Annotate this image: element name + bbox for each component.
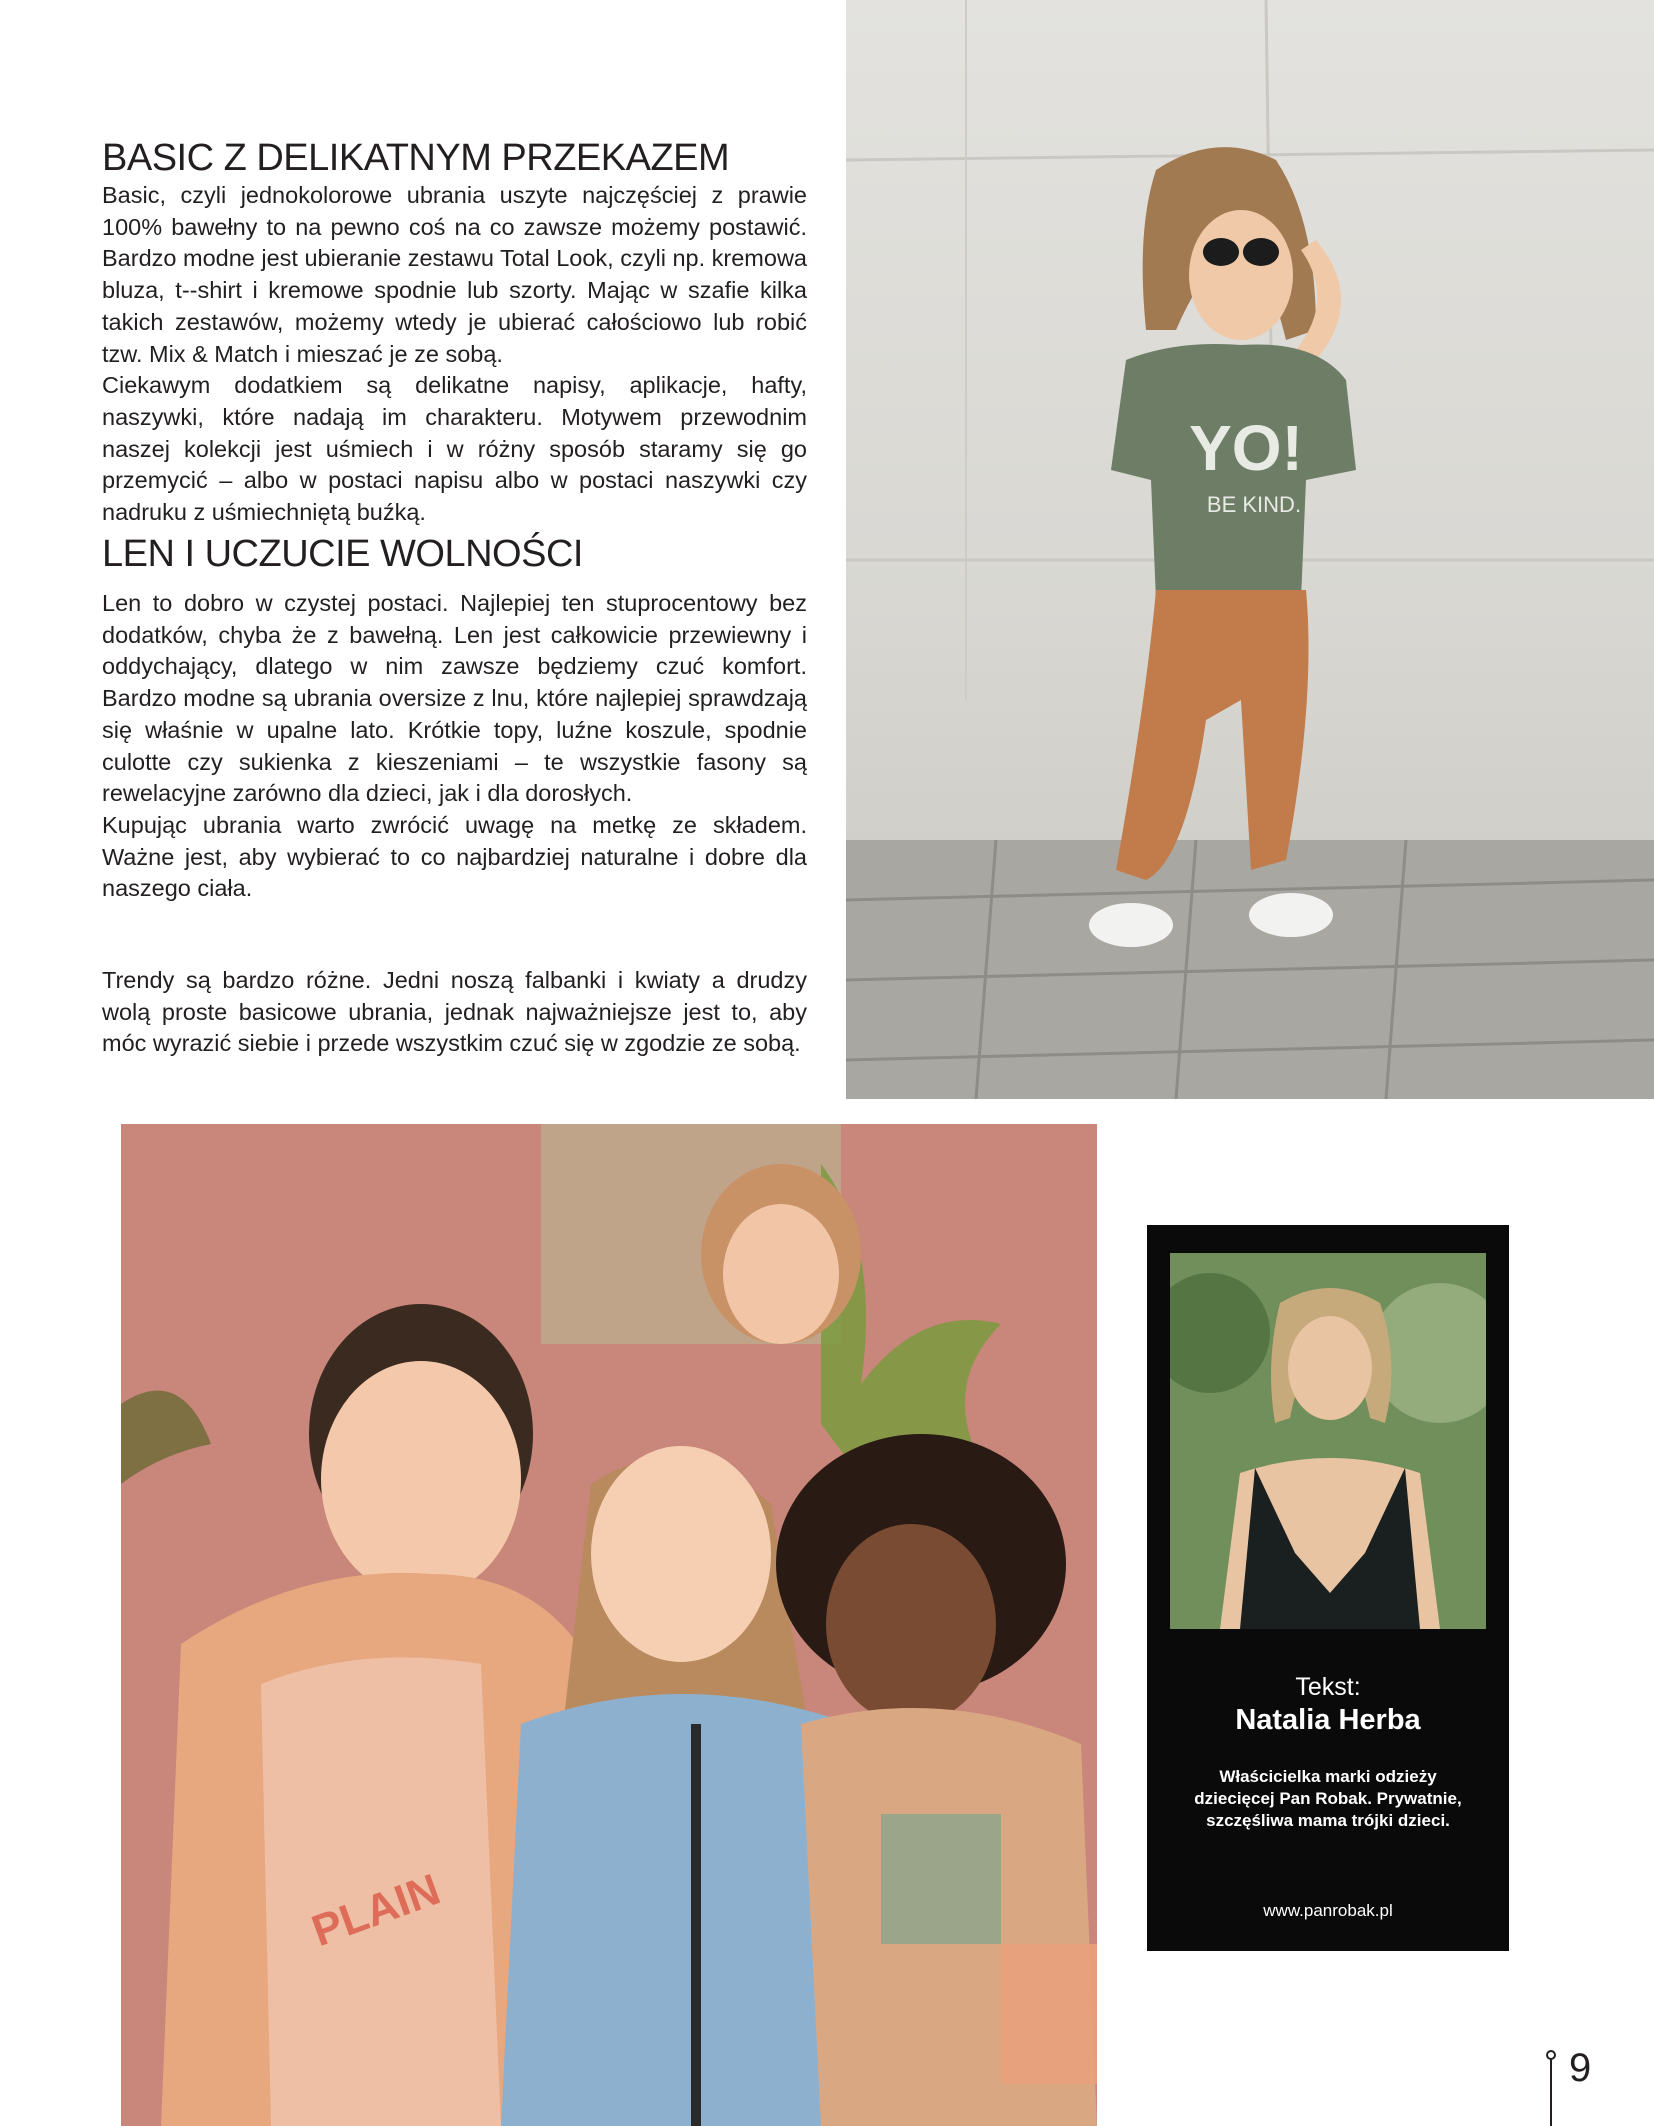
photo-girl-illustration (846, 0, 1654, 1099)
page-number-dot (1546, 2050, 1556, 2060)
section-closing (102, 965, 807, 1060)
author-name: Natalia Herba (1235, 1704, 1421, 1736)
photo-kids-illustration (121, 1124, 1097, 2126)
paragraph-len-2: Kupując ubrania warto zwrócić uwagę na metkę ze składem. Ważne jest, aby wybierać to co najbardziej naturalne i dobre dla naszego ciała. (102, 811, 807, 902)
photo-girl-wall (846, 0, 1654, 1099)
paragraph-len-1: Len to dobro w czystej postaci. Najlepiej ten stuprocentowy bez dodatków, chyba że z bawełną. Len jest całkowicie przewiewny i oddychający, dlatego w nim zawsze będziemy czuć komfort. Bardzo modne są ubrania oversize z lnu, które najlepiej sprawdzają się właśnie w upalne lato. Krótkie topy, luźne koszule, spodnie culotte czy sukienka z kieszeniami – te wszystkie fasony są rewelacyjne zarówno dla dzieci, jak i dla dorosłych. (102, 590, 807, 807)
author-bio: Właścicielka marki odzieży dziecięcej Pan Robak. Prywatnie, szczęśliwa mama trójki dzieci. (1194, 1767, 1462, 1830)
kids-shirt-text: PLAIN (305, 1864, 447, 1956)
page-number-line (1550, 2052, 1552, 2126)
shirt-text-be-kind: BE KIND. (1206, 492, 1302, 517)
paragraph-basic-2: Ciekawym dodatkiem są delikatne napisy, aplikacje, hafty, naszywki, które nadają im charakteru. Motywem przewodnim naszej kolekcji jest uśmiech i w różny sposób staramy się go przemycić – albo w postaci napisu albo w postaci naszywki czy nadruku z uśmiechniętą buźką. (102, 372, 807, 526)
author-illustration (1170, 1253, 1486, 1629)
photo-kids-group (121, 1124, 1097, 2126)
paragraph-basic-1: Basic, czyli jednokolorowe ubrania uszyte najczęściej z prawie 100% bawełny to na pewno coś na co zawsze możemy postawić. Bardzo modne jest ubieranie zestawu Total Look, czyli np. kremowa bluza, t--shirt i kremowe spodnie lub szorty. Mając w szafie kilka takich zestawów, możemy wtedy je ubierać całościowo lub robić tzw. Mix & Match i mieszać je ze sobą. (102, 182, 807, 367)
page-number: 9 (1569, 2046, 1592, 2090)
section-basic (102, 136, 807, 529)
paragraph-closing: Trendy są bardzo różne. Jedni noszą falbanki i kwiaty a drudzy wolą proste basicowe ubrania, jednak najważniejsze jest to, aby móc wyrazić siebie i przede wszystkim czuć się w zgodzie ze sobą. (102, 967, 807, 1057)
author-url[interactable]: www.panrobak.pl (1263, 1901, 1393, 1920)
section-len (102, 532, 807, 905)
author-photo (1170, 1253, 1486, 1629)
heading-basic: BASIC Z DELIKATNYM PRZEKAZEM (102, 137, 730, 179)
shirt-text-yo: YO! (1189, 412, 1303, 484)
author-label: Tekst: (1295, 1673, 1361, 1701)
heading-len: LEN I UCZUCIE WOLNOŚCI (102, 533, 583, 575)
